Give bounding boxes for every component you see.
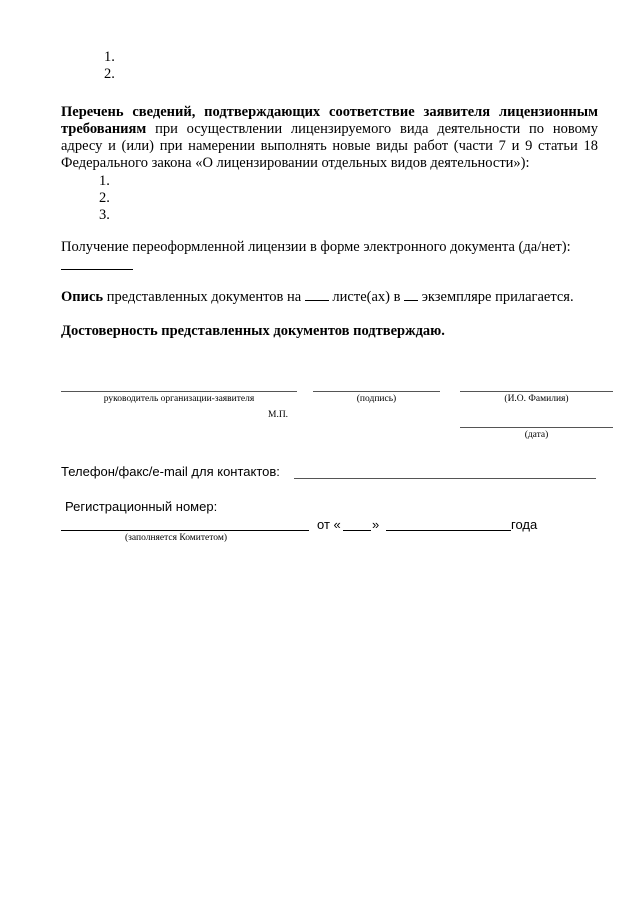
section-list-item-2: 2. xyxy=(99,190,110,206)
section-list-item-1: 1. xyxy=(99,173,110,189)
name-caption: (И.О. Фамилия) xyxy=(504,394,569,404)
inventory-label: Опись xyxy=(61,289,104,305)
registration-month-line[interactable] xyxy=(386,530,511,531)
requirements-title: Перечень сведений, подтверждающих соответствие заявителя лицензионным требованиям xyxy=(61,104,598,137)
registration-day-line[interactable] xyxy=(343,530,371,531)
head-caption: руководитель организации-заявителя xyxy=(103,394,255,404)
registration-year: года xyxy=(511,517,538,532)
date-line[interactable] xyxy=(460,427,613,428)
date-caption: (дата) xyxy=(524,430,549,440)
stamp-place-label: М.П. xyxy=(268,410,289,420)
requirements-text: при осуществлении лицензируемого вида деятельности по новому адресу и (или) при намерении выполнять новые виды работ (части 7 и 9 статьи 18 Федерального закона «О лицензировании отдельных видов деятельности»): xyxy=(61,121,598,171)
registration-label: Регистрационный номер: xyxy=(65,499,218,514)
registration-from: от « xyxy=(317,517,341,532)
requirements-paragraph xyxy=(61,104,598,172)
inventory-text-3: экземпляре прилагается. xyxy=(418,289,574,305)
contacts-line[interactable] xyxy=(294,478,596,479)
inventory-copies-blank[interactable] xyxy=(404,287,418,301)
registration-quote-close: » xyxy=(372,517,380,532)
top-list-item-1: 1. xyxy=(104,49,115,65)
head-signature-line[interactable] xyxy=(61,391,297,392)
confirmation-text: Достоверность представленных документов подтверждаю. xyxy=(61,323,445,339)
signature-caption: (подпись) xyxy=(356,394,397,404)
registration-number-line[interactable] xyxy=(61,530,309,531)
signature-line[interactable] xyxy=(313,391,440,392)
contacts-label: Телефон/факс/e-mail для контактов: xyxy=(61,464,280,479)
inventory-sheets-blank[interactable] xyxy=(305,287,329,301)
inventory-text-2: листе(ах) в xyxy=(328,289,405,305)
registration-caption: (заполняется Комитетом) xyxy=(125,533,228,543)
name-line[interactable] xyxy=(460,391,613,392)
inventory-paragraph xyxy=(61,287,598,306)
top-list-item-2: 2. xyxy=(104,66,115,82)
inventory-text-1: представленных документов на xyxy=(103,289,305,305)
electronic-document-text: Получение переоформленной лицензии в форме электронного документа (да/нет): xyxy=(61,239,571,255)
section-list-item-3: 3. xyxy=(99,207,110,223)
electronic-document-answer-line[interactable] xyxy=(61,269,133,270)
